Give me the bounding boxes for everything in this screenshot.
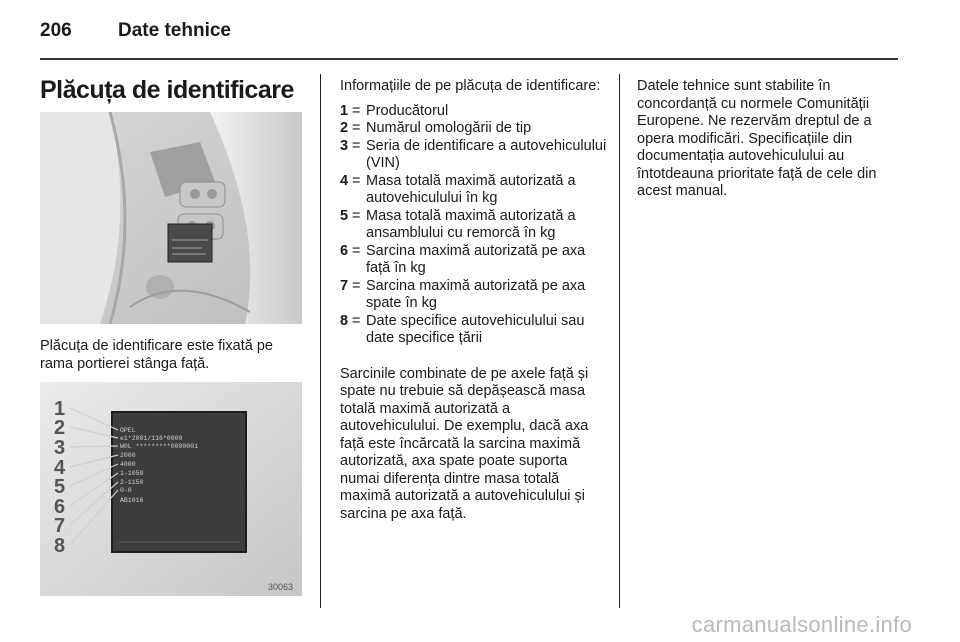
item-text: Masa totală maximă autorizată a ansamblului cu remorcă în kg: [366, 207, 576, 241]
callout-3: 3: [54, 437, 66, 459]
item-separator: =: [352, 242, 361, 259]
column-divider-2: [619, 74, 620, 608]
technical-data-paragraph: Datele tehnice sunt stabilite în concordanță cu normele Comunității Europene. Ne rezervăm dreptul de a opera modificări. Specificațiile din documentația autovehiculului au întotdeauna prioritate față de cele din acest manual.: [637, 78, 877, 199]
list-item: [340, 278, 608, 313]
item-separator: =: [352, 312, 361, 329]
plate-line-9: AB1016: [120, 497, 144, 504]
item-separator: =: [352, 172, 361, 189]
item-separator: =: [352, 102, 361, 119]
item-number: 7: [340, 277, 349, 294]
item-number: 2: [340, 120, 349, 136]
list-item: [340, 120, 608, 138]
item-separator: =: [352, 137, 361, 154]
combined-loads-paragraph: Sarcinile combinate de pe axele față și spate nu trebuie să depășească masa totală maximă autorizată a autovehiculului. De exemplu, dacă axa față este încărcată la sarcina maximă autorizată, axa spate poate suporta numai diferența dintre masa totală maximă autorizată a autovehiculului și sarcina pe axa față.: [340, 365, 589, 522]
door-frame-photo: [40, 112, 302, 324]
callout-2: 2: [54, 417, 66, 439]
callout-8: 8: [54, 535, 66, 557]
list-item: [340, 138, 608, 173]
plate-line-2: e1*2001/116*0000: [120, 435, 183, 442]
item-number: 4: [340, 172, 349, 189]
callout-1: 1: [54, 398, 66, 420]
plate-line-3: W0L *********0000001: [120, 443, 199, 450]
identification-plate-figure: [40, 382, 302, 596]
item-separator: =: [352, 120, 361, 136]
item-text: Producătorul: [366, 102, 449, 119]
list-item: [340, 313, 608, 348]
callout-5: 5: [54, 476, 66, 498]
item-text: Sarcina maximă autorizată pe axa spate în kg: [366, 277, 586, 311]
plate-location-caption: Plăcuța de identificare este fixată pe rama portierei stânga față.: [40, 338, 273, 372]
plate-line-4: 2000: [120, 452, 136, 459]
chapter-title: Date tehnice: [118, 20, 231, 41]
list-item: [340, 243, 608, 278]
item-number: 1: [340, 102, 349, 119]
plate-info-intro: Informațiile de pe plăcuța de identificare:: [340, 78, 601, 94]
page-header: [40, 20, 231, 42]
item-text: Numărul omologării de tip: [366, 120, 532, 136]
header-rule: [40, 58, 898, 60]
plate-line-1: OPEL: [120, 427, 136, 434]
page-number: 206: [40, 20, 72, 41]
plate-line-6: 1-1050: [120, 470, 144, 477]
plate-line-5: 4000: [120, 461, 136, 468]
list-item: [340, 208, 608, 243]
item-text: Seria de identificare a autovehiculului (VIN): [366, 137, 607, 171]
plate-info-column: [340, 78, 608, 523]
figure-number: 30063: [268, 582, 294, 592]
item-number: 8: [340, 312, 349, 329]
list-item: [340, 173, 608, 208]
item-number: 5: [340, 207, 349, 224]
item-text: Date specifice autovehiculului sau date specifice țării: [366, 312, 585, 346]
watermark: carmanualsonline.info: [691, 612, 912, 637]
plate-line-7: 2-1150: [120, 479, 144, 486]
technical-data-column: [637, 78, 905, 201]
item-text: Masa totală maximă autorizată a autovehiculului în kg: [366, 172, 576, 206]
section-title: Plăcuța de identificare: [40, 76, 294, 104]
item-number: 6: [340, 242, 349, 259]
callout-7: 7: [54, 515, 66, 537]
item-text: Sarcina maximă autorizată pe axa față în kg: [366, 242, 586, 276]
item-number: 3: [340, 137, 349, 154]
list-item: [340, 103, 608, 121]
plate-line-8: 0-0: [120, 487, 132, 494]
column-divider-1: [320, 74, 321, 608]
item-separator: =: [352, 277, 361, 294]
callout-4: 4: [54, 457, 66, 479]
callout-6: 6: [54, 496, 66, 518]
item-separator: =: [352, 207, 361, 224]
